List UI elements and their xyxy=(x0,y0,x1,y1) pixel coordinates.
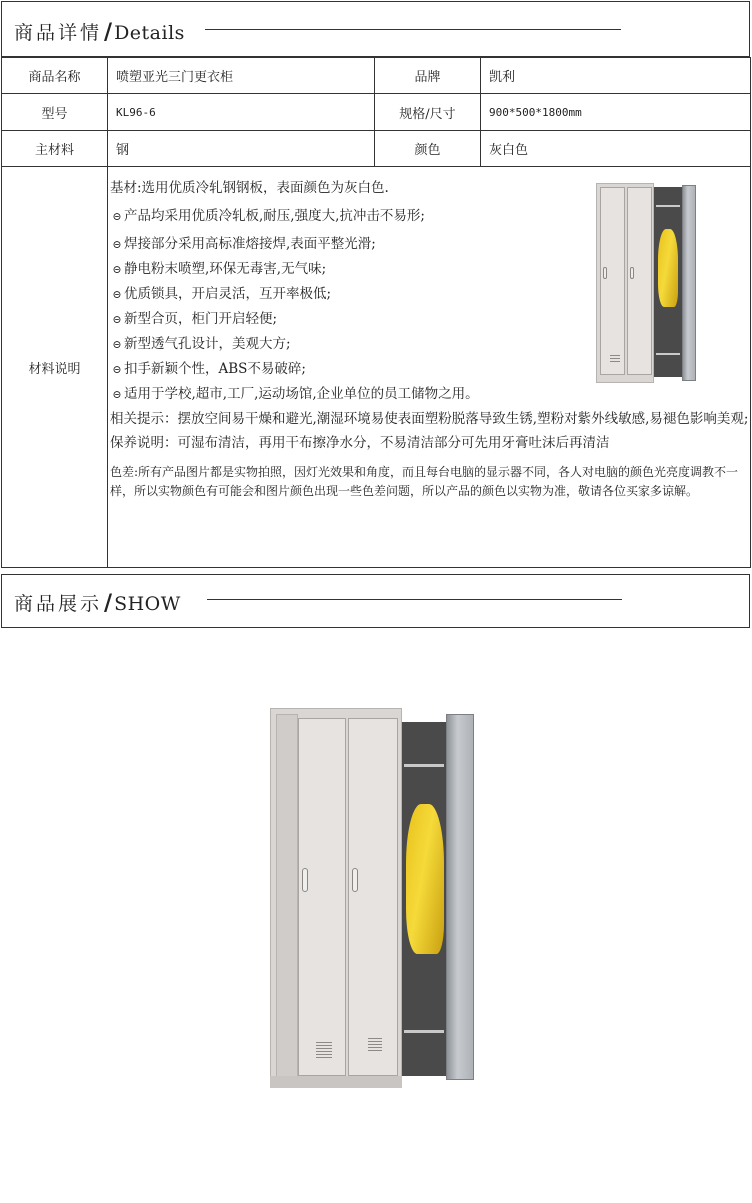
details-title xyxy=(14,18,185,45)
feature-text: 产品均采用优质冷轧板,耐压,强度大,抗冲击不易形; xyxy=(124,208,425,224)
feature-text: 新型合页，柜门开启轻便; xyxy=(124,311,278,327)
feature-text: 新型透气孔设计，美观大方; xyxy=(124,336,291,352)
locker-product-image xyxy=(270,708,478,1092)
show-section-header xyxy=(1,574,750,628)
spec-label: 型号 xyxy=(2,94,108,131)
bullet-icon: ⊝ xyxy=(112,238,122,251)
spec-row xyxy=(2,131,751,167)
show-title-en: SHOW xyxy=(114,593,181,615)
care-text: 保养说明：可湿布清洁，再用干布擦净水分，不易清洁部分可先用牙膏吐沫后再清洁 xyxy=(110,435,610,451)
feature-text: 扣手新颖个性，ABS不易破碎; xyxy=(124,361,306,377)
bullet-icon: ⊝ xyxy=(112,338,122,351)
bullet-icon: ⊝ xyxy=(112,210,122,223)
feature-text: 适用于学校,超市,工厂,运动场馆,企业单位的员工储物之用。 xyxy=(124,386,479,402)
color-note-text: 色差:所有产品图片都是实物拍照，因灯光效果和角度，而且每台电脑的显示器不同，各人对电脑的颜色光亮度调教不一样，所以实物颜色有可能会和图片颜色出现一些色差问题，所以产品的颜色以实物为准，敬请各位买家多谅解。 xyxy=(110,465,739,498)
bullet-icon: ⊝ xyxy=(112,313,122,326)
spec-label: 颜色 xyxy=(375,131,481,167)
feature-text: 优质锁具，开启灵活，互开率极低; xyxy=(124,286,332,302)
description-row xyxy=(2,167,751,568)
description-cell xyxy=(108,167,751,568)
show-title-cn: 商品展示 xyxy=(14,593,103,615)
spec-row xyxy=(2,58,751,94)
spec-value: 灰白色 xyxy=(481,131,751,167)
details-title-cn: 商品详情 xyxy=(14,22,103,44)
details-title-slash: / xyxy=(104,19,113,45)
feature-text: 静电粉末喷塑,环保无毒害,无气味; xyxy=(124,261,327,277)
bullet-icon: ⊝ xyxy=(112,388,122,401)
spec-label: 主材料 xyxy=(2,131,108,167)
feature-text: 焊接部分采用高标准熔接焊,表面平整光滑; xyxy=(124,236,376,252)
description-label: 材料说明 xyxy=(2,167,108,568)
spec-value: 凯利 xyxy=(481,58,751,94)
bullet-icon: ⊝ xyxy=(112,363,122,376)
spec-table xyxy=(1,57,751,568)
spec-label: 商品名称 xyxy=(2,58,108,94)
spec-label: 品牌 xyxy=(375,58,481,94)
show-title-slash: / xyxy=(104,590,113,616)
spec-value: 喷塑亚光三门更衣柜 xyxy=(108,58,375,94)
spec-row xyxy=(2,94,751,131)
spec-label: 规格/尺寸 xyxy=(375,94,481,131)
base-material-line: 基材:选用优质冷轧钢钢板，表面颜色为灰白色. xyxy=(110,180,389,196)
show-title xyxy=(14,589,181,616)
spec-value: KL96-6 xyxy=(108,94,375,131)
spec-value: 钢 xyxy=(108,131,375,167)
bullet-icon: ⊝ xyxy=(112,288,122,301)
locker-thumbnail-image xyxy=(596,183,706,383)
details-header-rule xyxy=(205,29,621,30)
spec-value: 900*500*1800mm xyxy=(481,94,751,131)
bullet-icon: ⊝ xyxy=(112,263,122,276)
details-title-en: Details xyxy=(114,22,185,44)
show-header-rule xyxy=(207,599,622,600)
tip-text: 相关提示：摆放空间易干燥和避光,潮湿环境易使表面塑粉脱落导致生锈,塑粉对紫外线敏感,易褪色影响美观; xyxy=(110,411,749,427)
feature-item xyxy=(110,382,750,407)
details-section-header xyxy=(1,1,750,57)
